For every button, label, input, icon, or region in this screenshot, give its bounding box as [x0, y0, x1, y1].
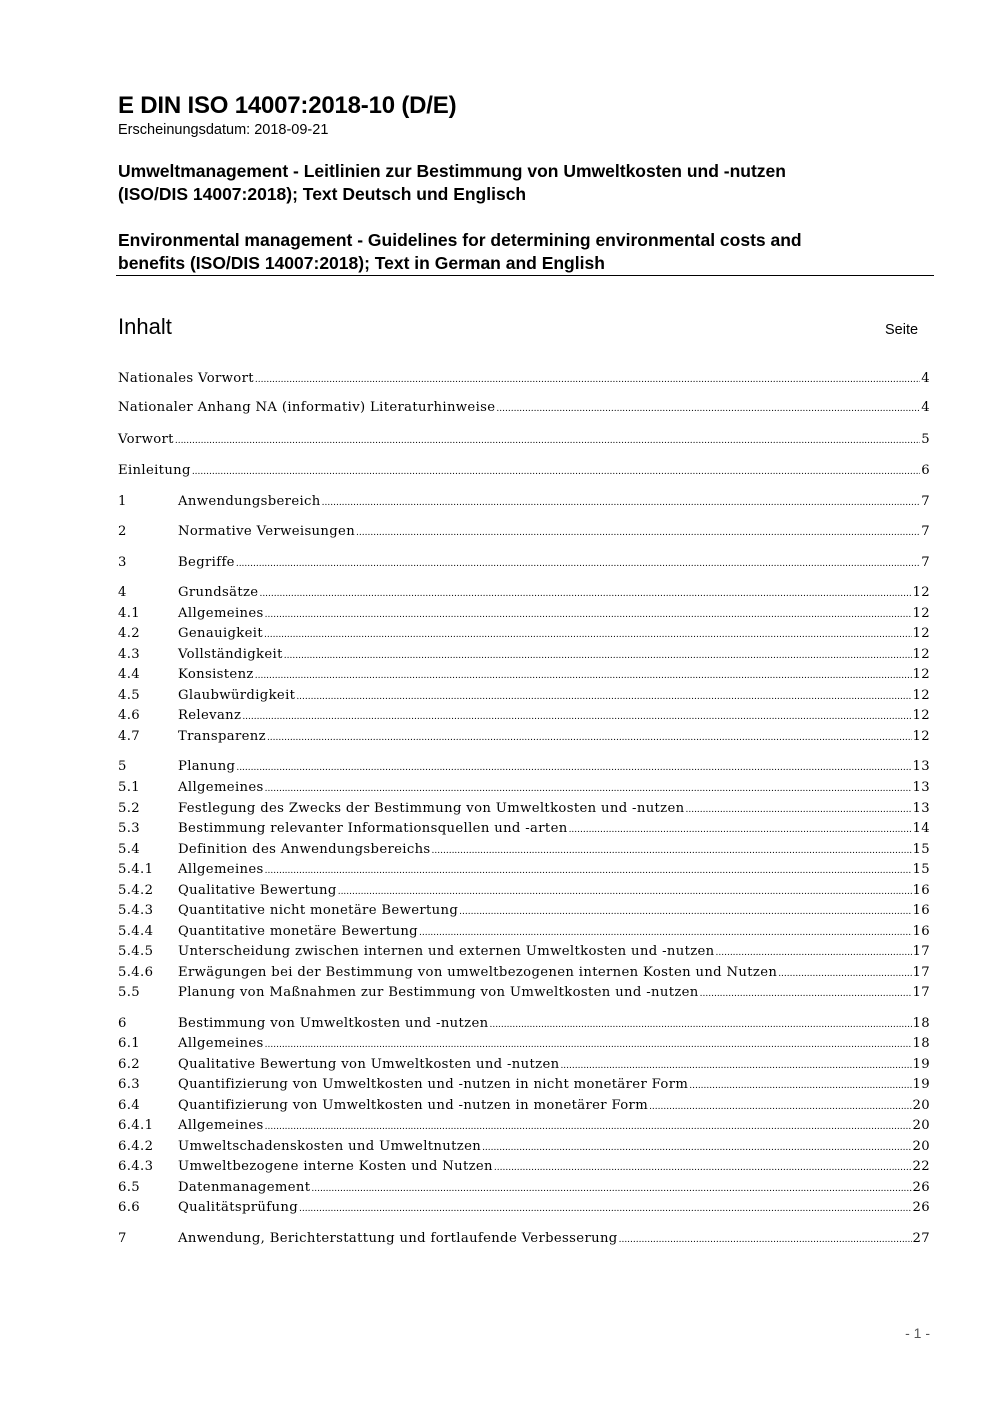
- toc-entry-page: 15: [912, 862, 930, 877]
- toc-dot-leader: [338, 887, 912, 897]
- toc-entry-page: 22: [912, 1159, 930, 1174]
- toc-dot-leader: [619, 1235, 912, 1245]
- toc-dot-leader: [267, 733, 912, 743]
- toc-entry-title: Quantifizierung von Umweltkosten und -nutzen in nicht monetärer Form: [178, 1077, 689, 1092]
- toc-dot-leader: [700, 989, 912, 999]
- toc-entry-page: 26: [912, 1180, 930, 1195]
- toc-entry-number: 5.3: [118, 821, 141, 836]
- toc-entry[interactable]: [118, 1180, 930, 1200]
- toc-entry-number: 6.3: [118, 1077, 141, 1092]
- toc-entry-page: 12: [912, 585, 930, 600]
- toc-entry[interactable]: [118, 524, 930, 544]
- publication-date: Erscheinungsdatum: 2018-09-21: [118, 122, 329, 138]
- toc-entry-number: 5: [118, 759, 127, 774]
- toc-entry-number: 5.4.1: [118, 862, 154, 877]
- toc-entry-number: 4.2: [118, 626, 141, 641]
- toc-entry-page: 19: [912, 1057, 930, 1072]
- toc-entry-number: 5.4.2: [118, 883, 154, 898]
- toc-entry-page: 20: [912, 1098, 930, 1113]
- toc-entry-number: 6.4.1: [118, 1118, 154, 1133]
- toc-entry-title: Normative Verweisungen: [178, 524, 356, 539]
- toc-entry[interactable]: [118, 842, 930, 862]
- toc-entry[interactable]: [118, 729, 930, 749]
- toc-entry-page: 13: [912, 801, 930, 816]
- toc-entry-title: Quantifizierung von Umweltkosten und -nutzen in monetärer Form: [178, 1098, 649, 1113]
- toc-entry-title: Begriffe: [178, 555, 235, 570]
- toc-entry[interactable]: [118, 903, 930, 923]
- toc-entry-title: Unterscheidung zwischen internen und externen Umweltkosten und -nutzen: [178, 944, 715, 959]
- title-german: [118, 160, 918, 206]
- toc-entry[interactable]: [118, 780, 930, 800]
- toc-dot-leader: [482, 1143, 911, 1153]
- toc-entry-number: 5.4: [118, 842, 141, 857]
- toc-entry-page: 16: [912, 924, 930, 939]
- toc-entry-page: 17: [912, 985, 930, 1000]
- toc-entry-page: 12: [912, 729, 930, 744]
- toc-entry-number: 4.6: [118, 708, 141, 723]
- toc-entry-title: Planung von Maßnahmen zur Bestimmung von Umweltkosten und -nutzen: [178, 985, 699, 1000]
- toc-entry[interactable]: [118, 555, 930, 575]
- toc-entry-page: 19: [912, 1077, 930, 1092]
- toc-entry[interactable]: [118, 647, 930, 667]
- toc-dot-leader: [494, 1163, 912, 1173]
- toc-entry-title: Bestimmung relevanter Informationsquellen und -arten: [178, 821, 568, 836]
- toc-dot-leader: [299, 1204, 912, 1214]
- toc-entry-page: 13: [912, 759, 930, 774]
- toc-entry-title: Allgemeines: [178, 780, 264, 795]
- toc-entry-page: 12: [912, 626, 930, 641]
- toc-entry[interactable]: [118, 821, 930, 841]
- toc-entry-page: 14: [912, 821, 930, 836]
- toc-entry-title: Definition des Anwendungsbereichs: [178, 842, 431, 857]
- toc-entry-number: 6.2: [118, 1057, 141, 1072]
- toc-heading: Inhalt: [118, 314, 172, 339]
- toc-dot-leader: [192, 467, 920, 477]
- toc-entry-page: 13: [912, 780, 930, 795]
- toc-entry-title: Genauigkeit: [178, 626, 264, 641]
- toc-dot-leader: [265, 784, 912, 794]
- title-english-line-1: Environmental management - Guidelines for determining environmental costs and: [118, 230, 802, 250]
- toc-entry-number: 7: [118, 1231, 127, 1246]
- toc-dot-leader: [265, 1122, 912, 1132]
- toc-entry-page: 12: [912, 647, 930, 662]
- toc-entry[interactable]: [118, 494, 930, 514]
- toc-entry[interactable]: [118, 1036, 930, 1056]
- toc-entry-page: 18: [912, 1036, 930, 1051]
- toc-entry-number: 5.4.3: [118, 903, 154, 918]
- toc-dot-leader: [175, 436, 920, 446]
- toc-dot-leader: [255, 671, 912, 681]
- toc-entry-title: Umweltschadenskosten und Umweltnutzen: [178, 1139, 482, 1154]
- toc-entry[interactable]: [118, 1139, 930, 1159]
- toc-entry-page: 26: [912, 1200, 930, 1215]
- toc-entry-page: 6: [921, 463, 930, 478]
- toc-entry[interactable]: [118, 1231, 930, 1251]
- toc-entry-page: 20: [912, 1139, 930, 1154]
- toc-entry-number: 2: [118, 524, 127, 539]
- toc-dot-leader: [685, 805, 911, 815]
- toc-entry-page: 4: [921, 400, 930, 415]
- toc-entry-title: Allgemeines: [178, 1118, 264, 1133]
- toc-entry-number: 4.3: [118, 647, 141, 662]
- toc-dot-leader: [236, 763, 911, 773]
- toc-entry-number: 5.4.5: [118, 944, 154, 959]
- toc-entry-title: Konsistenz: [178, 667, 254, 682]
- toc-dot-leader: [649, 1102, 911, 1112]
- toc-entry-page: 5: [921, 432, 930, 447]
- toc-entry-page: 7: [921, 524, 930, 539]
- toc-entry-page: 12: [912, 688, 930, 703]
- toc-dot-leader: [255, 375, 920, 385]
- toc-entry-title: Vollständigkeit: [178, 647, 283, 662]
- toc-entry-page: 20: [912, 1118, 930, 1133]
- toc-entry-title: Datenmanagement: [178, 1180, 311, 1195]
- toc-entry-number: 6.4: [118, 1098, 141, 1113]
- toc-entry-page: 12: [912, 708, 930, 723]
- toc-entry-title: Quantitative nicht monetäre Bewertung: [178, 903, 459, 918]
- toc-entry-title: Anwendung, Berichterstattung und fortlaufende Verbesserung: [178, 1231, 618, 1246]
- toc-entry[interactable]: [118, 862, 930, 882]
- toc-entry-title: Allgemeines: [178, 606, 264, 621]
- toc-dot-leader: [236, 559, 920, 569]
- toc-dot-leader: [311, 1184, 911, 1194]
- toc-entry-number: 4.4: [118, 667, 141, 682]
- toc-entry[interactable]: [118, 708, 930, 728]
- toc-entry-number: 6.6: [118, 1200, 141, 1215]
- toc-entry[interactable]: [118, 924, 930, 944]
- toc-entry[interactable]: [118, 371, 930, 391]
- toc-dot-leader: [716, 948, 912, 958]
- toc-entry-title: Quantitative monetäre Bewertung: [178, 924, 418, 939]
- toc-entry[interactable]: [118, 1159, 930, 1179]
- toc-entry-title: Erwägungen bei der Bestimmung von umweltbezogenen internen Kosten und Nutzen: [178, 965, 778, 980]
- toc-entry[interactable]: [118, 944, 930, 964]
- toc-entry-page: 16: [912, 883, 930, 898]
- toc-entry[interactable]: [118, 801, 930, 821]
- toc-entry-number: 4.5: [118, 688, 141, 703]
- toc-entry-title: Umweltbezogene interne Kosten und Nutzen: [178, 1159, 493, 1174]
- toc-entry[interactable]: [118, 667, 930, 687]
- toc-entry-title: Grundsätze: [178, 585, 259, 600]
- toc-dot-leader: [432, 846, 912, 856]
- toc-entry[interactable]: [118, 1200, 930, 1220]
- toc-entry-page: 18: [912, 1016, 930, 1031]
- toc-entry-title: Allgemeines: [178, 1036, 264, 1051]
- toc-entry-title: Allgemeines: [178, 862, 264, 877]
- toc-entry-number: 5.4.4: [118, 924, 154, 939]
- toc-entry[interactable]: [118, 1077, 930, 1097]
- toc-entry-title: Qualitative Bewertung: [178, 883, 337, 898]
- toc-entry-page: 17: [912, 965, 930, 980]
- toc-entry-title: Qualitätsprüfung: [178, 1200, 298, 1215]
- toc-entry[interactable]: [118, 585, 930, 605]
- title-german-line-1: Umweltmanagement - Leitlinien zur Bestimmung von Umweltkosten und -nutzen: [118, 161, 786, 181]
- toc-entry-number: 6.5: [118, 1180, 141, 1195]
- toc-entry-page: 12: [912, 606, 930, 621]
- toc-entry[interactable]: [118, 965, 930, 985]
- toc-entry-title: Einleitung: [118, 463, 191, 478]
- toc-entry-page: 12: [912, 667, 930, 682]
- toc-page-column-label: Seite: [885, 322, 919, 338]
- title-german-line-2: (ISO/DIS 14007:2018); Text Deutsch und Englisch: [118, 184, 527, 204]
- toc-entry-title: Planung: [178, 759, 236, 774]
- toc-dot-leader: [689, 1081, 911, 1091]
- toc-entry-number: 4.1: [118, 606, 141, 621]
- toc-entry-title: Nationaler Anhang NA (informativ) Literaturhinweise: [118, 400, 496, 415]
- toc-entry-number: 6: [118, 1016, 127, 1031]
- toc-dot-leader: [259, 589, 911, 599]
- toc-entry-number: 6.4.2: [118, 1139, 154, 1154]
- toc-entry-page: 16: [912, 903, 930, 918]
- toc-entry-title: Anwendungsbereich: [178, 494, 321, 509]
- toc-entry[interactable]: [118, 1057, 930, 1077]
- toc-dot-leader: [419, 928, 912, 938]
- toc-entry[interactable]: [118, 688, 930, 708]
- toc-dot-leader: [496, 404, 920, 414]
- title-english: [118, 229, 918, 275]
- toc-entry-title: Transparenz: [178, 729, 266, 744]
- toc-entry[interactable]: [118, 883, 930, 903]
- toc-entry-number: 5.5: [118, 985, 141, 1000]
- toc-entry-number: 6.4.3: [118, 1159, 154, 1174]
- toc-entry-number: 5.4.6: [118, 965, 154, 980]
- toc-entry-title: Relevanz: [178, 708, 242, 723]
- document-id: E DIN ISO 14007:2018-10 (D/E): [118, 92, 457, 119]
- toc-entry-page: 7: [921, 555, 930, 570]
- toc-entry[interactable]: [118, 432, 930, 452]
- toc-entry-number: 6.1: [118, 1036, 141, 1051]
- toc-entry-page: 7: [921, 494, 930, 509]
- toc-dot-leader: [356, 528, 920, 538]
- toc-entry-title: Festlegung des Zwecks der Bestimmung von Umweltkosten und -nutzen: [178, 801, 685, 816]
- toc-entry[interactable]: [118, 759, 930, 779]
- toc-entry-number: 3: [118, 555, 127, 570]
- toc-dot-leader: [459, 907, 911, 917]
- toc-entry-title: Bestimmung von Umweltkosten und -nutzen: [178, 1016, 489, 1031]
- toc-entry[interactable]: [118, 606, 930, 626]
- toc-dot-leader: [489, 1020, 911, 1030]
- toc-entry-number: 5.1: [118, 780, 141, 795]
- title-english-line-2: benefits (ISO/DIS 14007:2018); Text in German and English: [118, 253, 605, 273]
- header-divider: [116, 275, 934, 276]
- toc-entry-title: Nationales Vorwort: [118, 371, 254, 386]
- toc-entry-title: Vorwort: [118, 432, 174, 447]
- toc-entry[interactable]: [118, 463, 930, 483]
- toc-entry-title: Qualitative Bewertung von Umweltkosten und -nutzen: [178, 1057, 560, 1072]
- toc-dot-leader: [265, 1040, 912, 1050]
- toc-entry[interactable]: [118, 400, 930, 420]
- toc-dot-leader: [284, 651, 912, 661]
- toc-entry-title: Glaubwürdigkeit: [178, 688, 296, 703]
- toc-entry-page: 27: [912, 1231, 930, 1246]
- toc-dot-leader: [560, 1061, 911, 1071]
- toc-entry[interactable]: [118, 1118, 930, 1138]
- toc-entry[interactable]: [118, 1098, 930, 1118]
- toc-entry[interactable]: [118, 626, 930, 646]
- toc-dot-leader: [322, 498, 921, 508]
- page-number: - 1 -: [905, 1325, 930, 1341]
- toc-dot-leader: [296, 692, 911, 702]
- toc-dot-leader: [264, 630, 912, 640]
- toc-entry-number: 4.7: [118, 729, 141, 744]
- toc-dot-leader: [778, 969, 911, 979]
- toc-dot-leader: [242, 712, 911, 722]
- toc-entry-number: 1: [118, 494, 127, 509]
- toc-dot-leader: [569, 825, 912, 835]
- toc-entry-page: 15: [912, 842, 930, 857]
- toc-dot-leader: [265, 610, 912, 620]
- toc-entry-number: 5.2: [118, 801, 141, 816]
- toc-dot-leader: [265, 866, 912, 876]
- toc-entry[interactable]: [118, 985, 930, 1005]
- toc-entry-page: 17: [912, 944, 930, 959]
- toc-entry-page: 4: [921, 371, 930, 386]
- toc-entry-number: 4: [118, 585, 127, 600]
- toc-entry[interactable]: [118, 1016, 930, 1036]
